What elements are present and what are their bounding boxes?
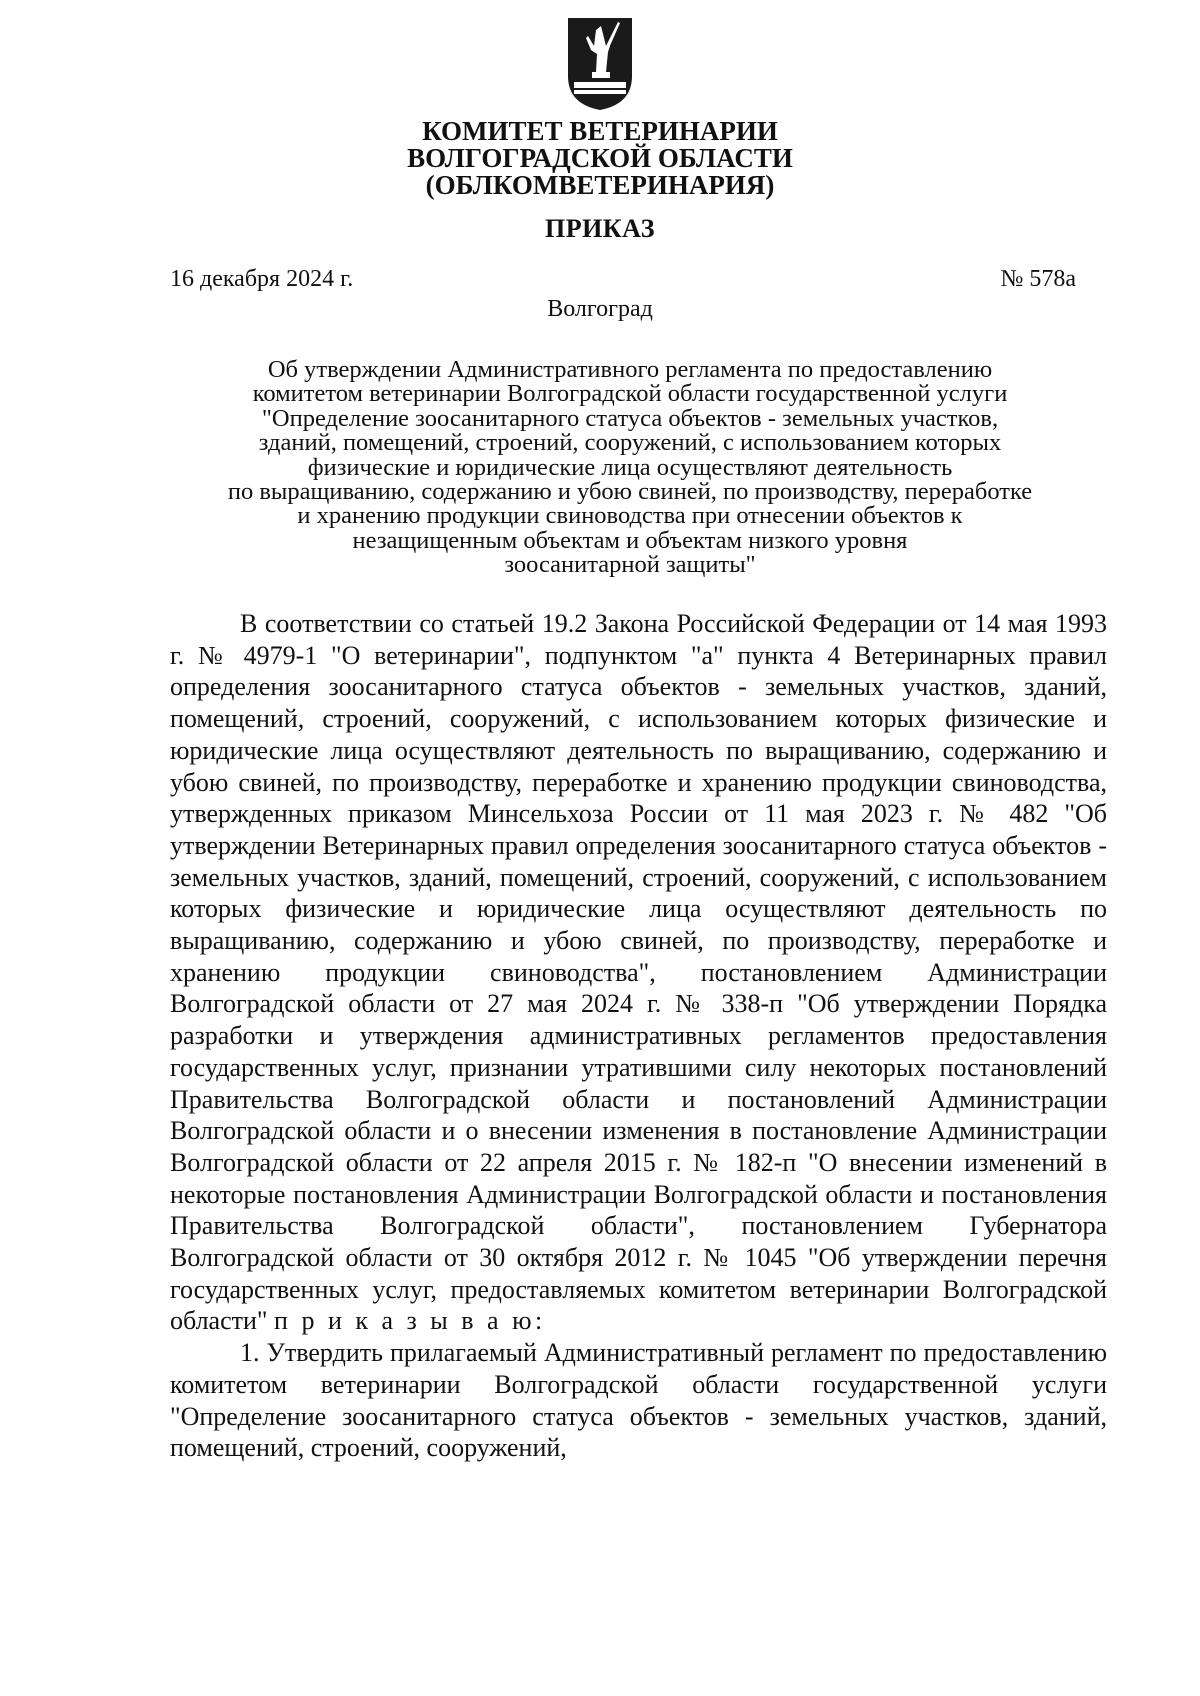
subject-line: зданий, помещений, строений, сооружений, с использованием которых (258, 429, 1002, 457)
preamble-paragraph (170, 608, 1107, 1337)
subject-line: зоосанитарной защиты" (504, 551, 756, 579)
order-body (170, 608, 1107, 1464)
order-item-1: 1. Утвердить прилагаемый Административный регламент по предоставлению комитетом ветеринарии Волгоградской области государственной услуги "Определение зоосанитарного статуса объектов - земельных участков, зданий, помещений, строений, сооружений, (170, 1338, 1107, 1463)
subject-line: и хранению продукции свиноводства при отнесении объектов к (297, 502, 963, 530)
subject-line: Об утверждении Административного регламента по предоставлению (267, 356, 993, 383)
preamble-text: В соответствии со статьей 19.2 Закона Российской Федерации от 14 мая 1993 г. № 4979-1 "О ветеринарии", подпунктом "а" пункта 4 Ветеринарных правил определения зоосанитарного статуса объектов - земельных участков, зданий, помещений, строений, сооружений, с использованием которых физические и юридические лица осуществляют деятельность по выращиванию, содержанию и убою свиней, по производству, переработке и хранению продукции свиноводства, утвержденных приказом Минсельхоза России от 11 мая 2023 г. № 482 "Об утверждении Ветеринарных правил определения зоосанитарного статуса объектов - земельных участков, зданий, помещений, строений, сооружений, с использованием которых физические и юридические лица осуществляют деятельность по выращиванию, содержанию и убою свиней, по производству, переработке и хранению продукции свиноводства", постановлением Администрации Волгоградской области от 27 мая 2024 г. № 338-п "Об утверждении Порядка разработки и утверждения административных регламентов предоставления государственных услуг, признании утратившими силу некоторых постановлений Правительства Волгоградской области и постановлений Администрации Волгоградской области и о внесении изменения в постановление Администрации Волгоградской области от 22 апреля 2015 г. № 182-п "О внесении изменений в некоторые постановления Администрации Волгоградской области и постановления Правительства Волгоградской области", постановлением Губернатора Волгоградской области от 30 октября 2012 г. № 1045 "Об утверждении перечня государственных услуг, предоставляемых комитетом ветеринарии Волгоградской области" (170, 609, 1107, 1336)
subject-line: по выращиванию, содержанию и убою свиней, по производству, переработке (227, 478, 1033, 506)
order-directive: п р и к а з ы в а ю: (274, 1306, 546, 1336)
subject-line: "Определение зоосанитарного статуса объектов - земельных участков, (261, 404, 999, 432)
order-city: Волгоград (547, 296, 653, 322)
subject-line: комитетом ветеринарии Волгоградской области государственной услуги (252, 380, 1008, 408)
org-name-line-3: (ОБЛКОМВЕТЕРИНАРИЯ) (425, 170, 775, 200)
order-subject (150, 358, 1110, 578)
subject-line: физические и юридические лица осуществляют деятельность (307, 453, 953, 481)
subject-line: незащищенным объектам и объектам низкого уровня (352, 526, 908, 554)
order-date: 16 декабря 2024 г. (170, 266, 354, 292)
volgograd-coat-of-arms-icon (566, 16, 634, 112)
order-number: № 578а (1000, 266, 1076, 292)
org-name-line-1: КОМИТЕТ ВЕТЕРИНАРИИ (422, 116, 778, 146)
org-name-line-2: ВОЛГОГРАДСКОЙ ОБЛАСТИ (407, 143, 793, 173)
document-type-title: ПРИКАЗ (544, 214, 656, 243)
